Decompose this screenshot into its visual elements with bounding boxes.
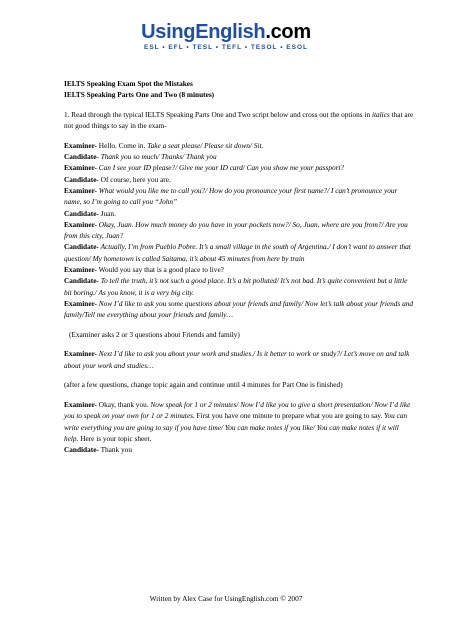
- stage-note: (after a few questions, change topic again and continue until 4 minutes for Part One is finished): [64, 380, 343, 390]
- dialogue-line: Examiner- Next I’d like to ask you about your work and studies./ Is it better to work or study?/ Let’s move on and talk about your work and studies…: [64, 349, 410, 370]
- dialogue-line: Candidate- Actually, I’m from Pueblo Pobre. It’s a small village in the south of Argentina./ I don’t want to answer that question/ My hometown is called Saitama, it’s about 45 minutes from here by train: [64, 242, 411, 263]
- dialogue-line: Candidate- Juan.: [64, 208, 116, 218]
- logo-wordmark: UsingEnglish.com: [141, 21, 311, 43]
- dialogue-line: Examiner- Would you say that is a good place to live?: [64, 265, 224, 275]
- dialogue-line: Examiner- Can I see your ID please?/ Give me your ID card/ Can you show me your passport?: [64, 163, 345, 173]
- dialogue-line: Examiner- Hello. Come in. Take a seat please/ Please sit down/ Sit.: [64, 140, 264, 150]
- logo-tagline: ESL • EFL • TESL • TEFL • TESOL • ESOL: [144, 44, 308, 51]
- dialogue-line: Candidate- Of course, here you are.: [64, 174, 171, 184]
- usingenglish-logo: [0, 22, 452, 52]
- dialogue-line: Examiner- Now I’d like to ask you some questions about your friends and family/ Now let’s talk about your friends and family/Tell me everything about your friends and family…: [64, 298, 414, 320]
- stage-note: (Examiner asks 2 or 3 questions about Friends and family): [69, 329, 240, 339]
- page-footer: Written by Alex Case for UsingEnglish.com © 2007: [149, 594, 303, 603]
- dialogue-line: Examiner- Okay, Juan. How much money do you have in your pockets now?/ So, Juan, where are you from?/ Are you from this city, Juan?: [64, 219, 408, 241]
- dialogue-line: Candidate- Thank you so much/ Thanks/ Thank you: [64, 152, 217, 162]
- worksheet-body: [64, 78, 414, 455]
- worksheet-title: IELTS Speaking Exam Spot the Mistakes: [64, 79, 193, 88]
- instruction: 1. Read through the typical IELTS Speaking Parts One and Two script below and cross out the options in italics that are not good things to say in the exam-: [64, 109, 414, 131]
- dialogue-line: Candidate- Thank you: [64, 445, 132, 455]
- dialogue-line: Candidate- To tell the truth, it’s not such a good place. It’s a bit polluted/ It’s not bad. It’s quite convenient but a little bit boring./ As you know, it is a very big city.: [64, 276, 408, 297]
- worksheet-subtitle: IELTS Speaking Parts One and Two (8 minutes): [64, 90, 215, 100]
- dialogue-line: Examiner- What would you like me to call you?/ How do you pronounce your first name?/ I can’t pronounce your name, so I’m going to call you “John”: [64, 185, 398, 207]
- dialogue-line: Examiner- Okay, thank you. Now speak for 1 or 2 minutes/ Now I’d like you to give a short presentation/ Now I’d like you to speak on your own for 1 or 2 minutes. First you have one minute to prepare what you are going to say. You can write everything you are going to say if you have time/ You can make notes if you like/ You can make notes if it will help. Here is your topic sheet.: [64, 399, 411, 443]
